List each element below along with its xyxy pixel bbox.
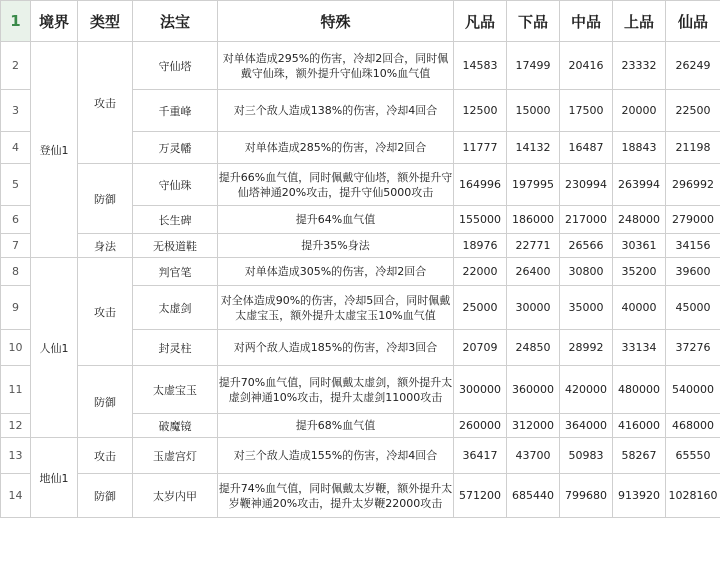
grade-value-cell[interactable]: 20000 <box>613 90 666 132</box>
row-number[interactable]: 7 <box>1 234 31 258</box>
grade-value-cell[interactable]: 30361 <box>613 234 666 258</box>
grade-value-cell[interactable]: 22000 <box>454 258 507 286</box>
grade-value-cell[interactable]: 30800 <box>560 258 613 286</box>
treasure-cell[interactable]: 万灵幡 <box>133 132 218 164</box>
row-number[interactable]: 6 <box>1 206 31 234</box>
type-cell[interactable]: 身法 <box>78 234 133 258</box>
treasure-cell[interactable]: 无极道鞋 <box>133 234 218 258</box>
grade-value-cell[interactable]: 25000 <box>454 286 507 330</box>
grade-value-cell[interactable]: 30000 <box>507 286 560 330</box>
table-row <box>1 474 720 518</box>
header-treasure[interactable]: 法宝 <box>133 1 218 42</box>
special-cell[interactable]: 对三个敌人造成138%的伤害，冷却4回合 <box>218 90 454 132</box>
header-realm[interactable]: 境界 <box>31 1 78 42</box>
header-grade-xia[interactable]: 下品 <box>507 1 560 42</box>
grade-value-cell[interactable]: 21198 <box>666 132 720 164</box>
grade-value-cell[interactable]: 16487 <box>560 132 613 164</box>
row-number[interactable]: 3 <box>1 90 31 132</box>
special-cell[interactable]: 对三个敌人造成155%的伤害，冷却4回合 <box>218 438 454 474</box>
special-cell[interactable]: 提升70%血气值，同时佩戴太虚剑，额外提升太虚剑神通10%攻击，提升太虚剑11000攻击 <box>218 366 454 414</box>
grade-value-cell[interactable]: 186000 <box>507 206 560 234</box>
grade-value-cell[interactable]: 24850 <box>507 330 560 366</box>
treasure-cell[interactable]: 判官笔 <box>133 258 218 286</box>
header-type[interactable]: 类型 <box>78 1 133 42</box>
grade-value-cell[interactable]: 416000 <box>613 414 666 438</box>
realm-cell[interactable]: 地仙1 <box>31 438 78 518</box>
type-cell[interactable]: 防御 <box>78 474 133 518</box>
row-number[interactable]: 5 <box>1 164 31 206</box>
special-cell[interactable]: 提升74%血气值，同时佩戴太岁鞭，额外提升太岁鞭神通20%攻击，提升太岁鞭22000攻击 <box>218 474 454 518</box>
grade-value-cell[interactable]: 39600 <box>666 258 720 286</box>
row-number[interactable]: 14 <box>1 474 31 518</box>
grade-value-cell[interactable]: 300000 <box>454 366 507 414</box>
header-row <box>1 1 720 42</box>
grade-value-cell[interactable]: 58267 <box>613 438 666 474</box>
treasure-cell[interactable]: 太虚宝玉 <box>133 366 218 414</box>
grade-value-cell[interactable]: 22771 <box>507 234 560 258</box>
table-row <box>1 234 720 258</box>
grade-value-cell[interactable]: 28992 <box>560 330 613 366</box>
table-row <box>1 438 720 474</box>
grade-value-cell[interactable]: 480000 <box>613 366 666 414</box>
grade-value-cell[interactable]: 22500 <box>666 90 720 132</box>
row-number[interactable]: 8 <box>1 258 31 286</box>
grade-value-cell[interactable]: 296992 <box>666 164 720 206</box>
grade-value-cell[interactable]: 913920 <box>613 474 666 518</box>
type-cell[interactable]: 攻击 <box>78 438 133 474</box>
grade-value-cell[interactable]: 14132 <box>507 132 560 164</box>
table-row <box>1 42 720 90</box>
treasure-cell[interactable]: 封灵柱 <box>133 330 218 366</box>
treasure-cell[interactable]: 守仙塔 <box>133 42 218 90</box>
grade-value-cell[interactable]: 15000 <box>507 90 560 132</box>
grade-value-cell[interactable]: 312000 <box>507 414 560 438</box>
special-cell[interactable]: 对全体造成90%的伤害，冷却5回合，同时佩戴太虚宝玉，额外提升太虚宝玉10%血气值 <box>218 286 454 330</box>
special-cell[interactable]: 提升64%血气值 <box>218 206 454 234</box>
row-number[interactable]: 4 <box>1 132 31 164</box>
grade-value-cell[interactable]: 799680 <box>560 474 613 518</box>
special-cell[interactable]: 对单体造成285%的伤害，冷却2回合 <box>218 132 454 164</box>
grade-value-cell[interactable]: 50983 <box>560 438 613 474</box>
grade-value-cell[interactable]: 230994 <box>560 164 613 206</box>
table-row <box>1 164 720 206</box>
special-cell[interactable]: 提升68%血气值 <box>218 414 454 438</box>
grade-value-cell[interactable]: 14583 <box>454 42 507 90</box>
treasure-cell[interactable]: 长生碑 <box>133 206 218 234</box>
row-number[interactable]: 2 <box>1 42 31 90</box>
grade-value-cell[interactable]: 197995 <box>507 164 560 206</box>
treasure-cell[interactable]: 千重峰 <box>133 90 218 132</box>
grade-value-cell[interactable]: 17499 <box>507 42 560 90</box>
row-number[interactable]: 9 <box>1 286 31 330</box>
type-cell[interactable]: 攻击 <box>78 42 133 164</box>
type-cell[interactable]: 攻击 <box>78 258 133 366</box>
grade-value-cell[interactable]: 155000 <box>454 206 507 234</box>
grade-value-cell[interactable]: 34156 <box>666 234 720 258</box>
grade-value-cell[interactable]: 20709 <box>454 330 507 366</box>
grade-value-cell[interactable]: 65550 <box>666 438 720 474</box>
treasure-cell[interactable]: 太虚剑 <box>133 286 218 330</box>
grade-value-cell[interactable]: 571200 <box>454 474 507 518</box>
grade-value-cell[interactable]: 468000 <box>666 414 720 438</box>
grade-value-cell[interactable]: 45000 <box>666 286 720 330</box>
grade-value-cell[interactable]: 263994 <box>613 164 666 206</box>
grade-value-cell[interactable]: 17500 <box>560 90 613 132</box>
header-grade-shang[interactable]: 上品 <box>613 1 666 42</box>
grade-value-cell[interactable]: 18843 <box>613 132 666 164</box>
grade-value-cell[interactable]: 540000 <box>666 366 720 414</box>
grade-value-cell[interactable]: 685440 <box>507 474 560 518</box>
treasure-cell[interactable]: 太岁内甲 <box>133 474 218 518</box>
grade-value-cell[interactable]: 217000 <box>560 206 613 234</box>
realm-cell[interactable]: 登仙1 <box>31 42 78 258</box>
header-grade-xian[interactable]: 仙品 <box>666 1 720 42</box>
special-cell[interactable]: 对单体造成295%的伤害，冷却2回合，同时佩戴守仙珠，额外提升守仙珠10%血气值 <box>218 42 454 90</box>
special-cell[interactable]: 对两个敌人造成185%的伤害，冷却3回合 <box>218 330 454 366</box>
treasure-cell[interactable]: 守仙珠 <box>133 164 218 206</box>
grade-value-cell[interactable]: 18976 <box>454 234 507 258</box>
special-cell[interactable]: 提升35%身法 <box>218 234 454 258</box>
treasure-cell[interactable]: 玉虚宫灯 <box>133 438 218 474</box>
grade-value-cell[interactable]: 20416 <box>560 42 613 90</box>
grade-value-cell[interactable]: 26249 <box>666 42 720 90</box>
grade-value-cell[interactable]: 164996 <box>454 164 507 206</box>
realm-cell[interactable]: 人仙1 <box>31 258 78 438</box>
grade-value-cell[interactable]: 1028160 <box>666 474 720 518</box>
grade-value-cell[interactable]: 360000 <box>507 366 560 414</box>
grade-value-cell[interactable]: 40000 <box>613 286 666 330</box>
header-grade-fan[interactable]: 凡品 <box>454 1 507 42</box>
header-special[interactable]: 特殊 <box>218 1 454 42</box>
row-number[interactable]: 13 <box>1 438 31 474</box>
type-cell[interactable]: 防御 <box>78 164 133 234</box>
row-number[interactable]: 11 <box>1 366 31 414</box>
grade-value-cell[interactable]: 26566 <box>560 234 613 258</box>
grade-value-cell[interactable]: 248000 <box>613 206 666 234</box>
treasure-cell[interactable]: 破魔镜 <box>133 414 218 438</box>
grade-value-cell[interactable]: 33134 <box>613 330 666 366</box>
grade-value-cell[interactable]: 23332 <box>613 42 666 90</box>
special-cell[interactable]: 提升66%血气值，同时佩戴守仙塔，额外提升守仙塔神通20%攻击，提升守仙5000攻击 <box>218 164 454 206</box>
row-number[interactable]: 1 <box>1 1 31 42</box>
type-cell[interactable]: 防御 <box>78 366 133 438</box>
row-number[interactable]: 12 <box>1 414 31 438</box>
table-row <box>1 258 720 286</box>
table-row <box>1 366 720 414</box>
grade-value-cell[interactable]: 26400 <box>507 258 560 286</box>
grade-value-cell[interactable]: 279000 <box>666 206 720 234</box>
grade-value-cell[interactable]: 35200 <box>613 258 666 286</box>
grade-value-cell[interactable]: 37276 <box>666 330 720 366</box>
grade-value-cell[interactable]: 36417 <box>454 438 507 474</box>
header-grade-zhong[interactable]: 中品 <box>560 1 613 42</box>
grade-value-cell[interactable]: 364000 <box>560 414 613 438</box>
grade-value-cell[interactable]: 12500 <box>454 90 507 132</box>
grade-value-cell[interactable]: 420000 <box>560 366 613 414</box>
grade-value-cell[interactable]: 260000 <box>454 414 507 438</box>
special-cell[interactable]: 对单体造成305%的伤害，冷却2回合 <box>218 258 454 286</box>
grade-value-cell[interactable]: 43700 <box>507 438 560 474</box>
row-number[interactable]: 10 <box>1 330 31 366</box>
grade-value-cell[interactable]: 11777 <box>454 132 507 164</box>
grade-value-cell[interactable]: 35000 <box>560 286 613 330</box>
